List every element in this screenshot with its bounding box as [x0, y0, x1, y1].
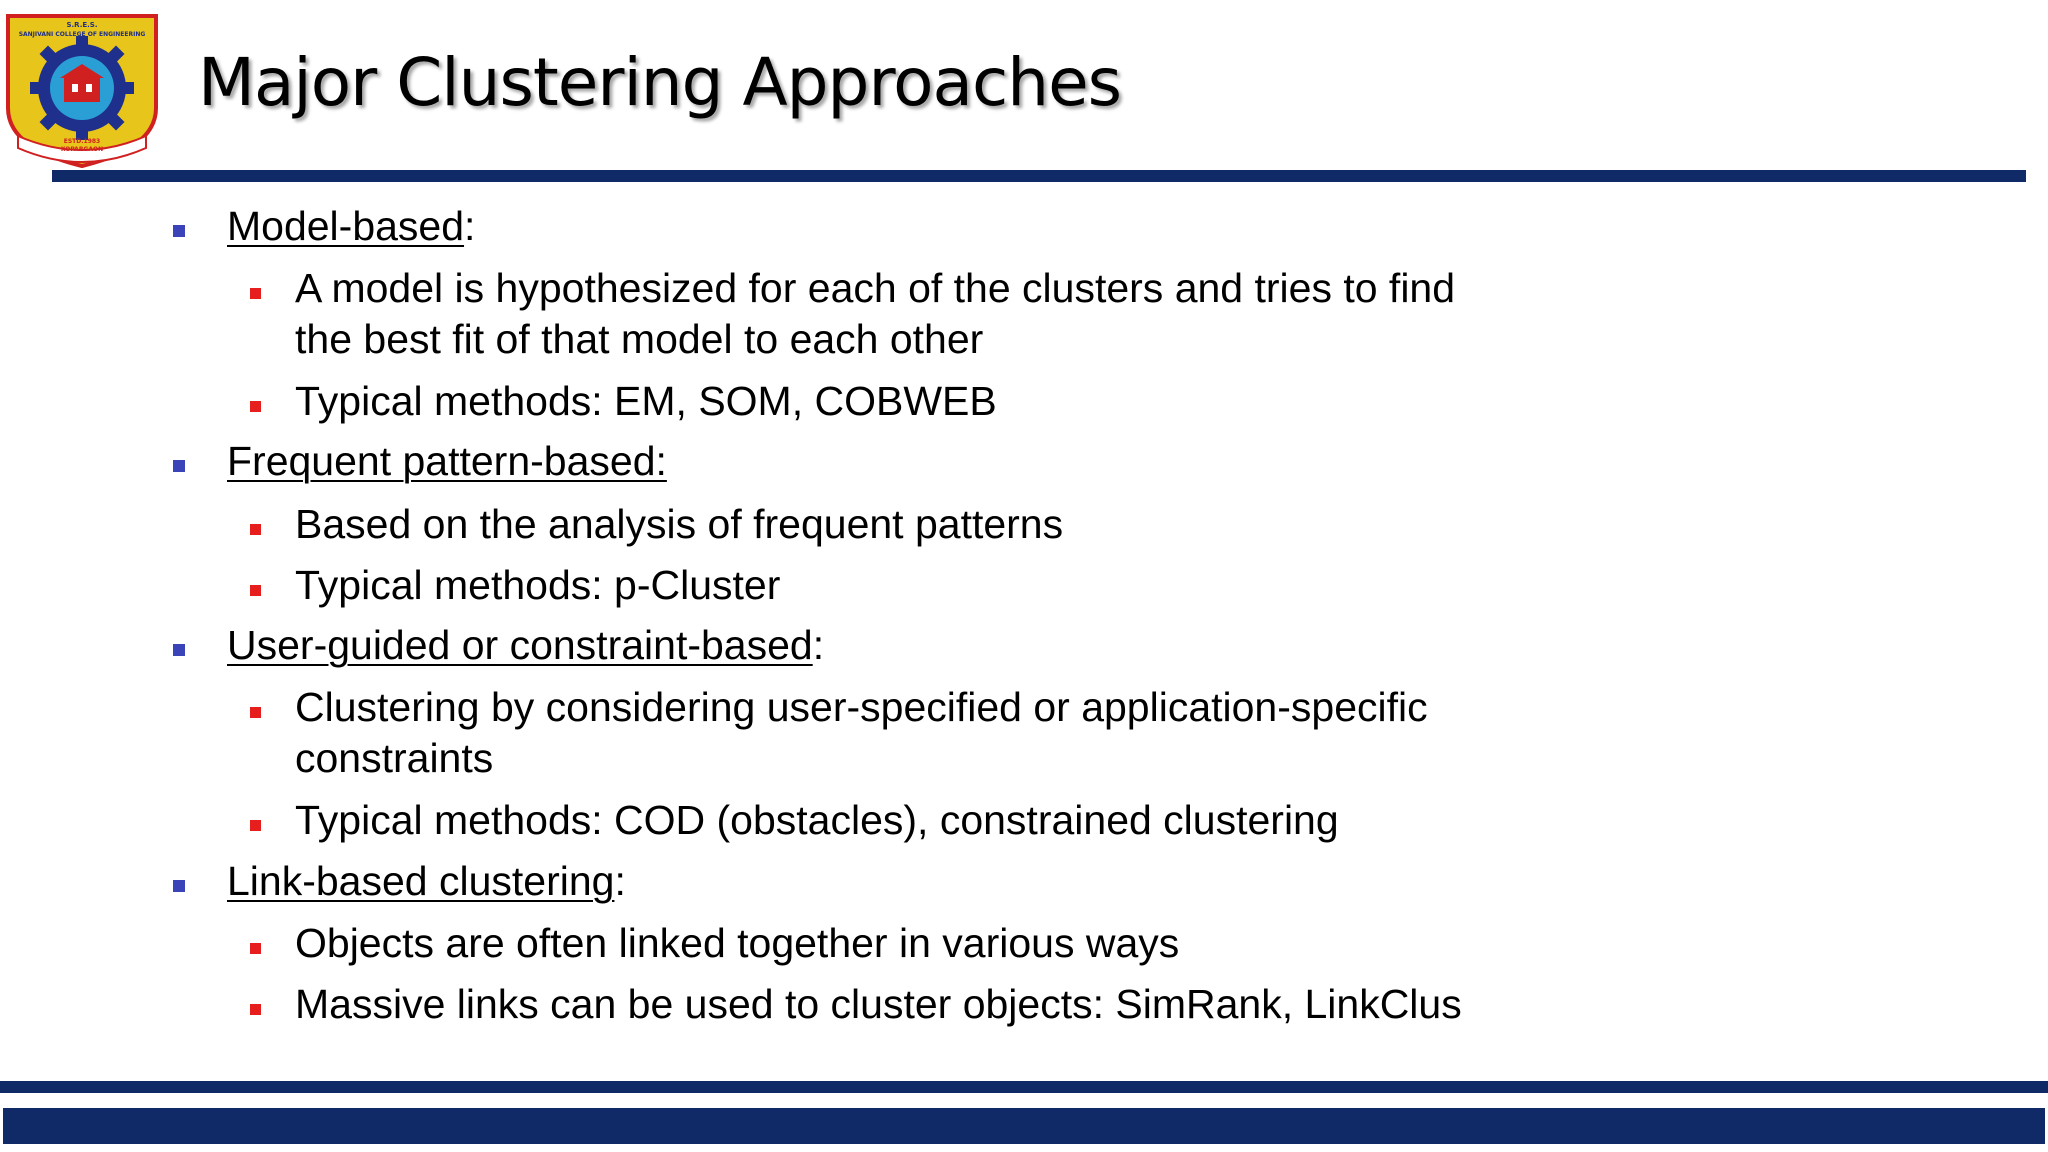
- level1-bullet-icon: [173, 460, 185, 472]
- list-item: A model is hypothesized for each of the clusters and tries to find the best fit of that model to each other: [295, 265, 1456, 362]
- logo-estd: ESTD.1983: [63, 138, 101, 145]
- footer-thick-bar: [3, 1108, 2045, 1144]
- list-item: Typical methods: EM, SOM, COBWEB: [295, 378, 997, 424]
- level2-bullet-icon: [250, 943, 261, 954]
- section-heading-frequent-pattern: Frequent pattern-based:: [227, 438, 667, 484]
- logo-place: KOPARGAON: [60, 146, 104, 153]
- logo-line2: SANJIVANI COLLEGE OF ENGINEERING: [18, 31, 146, 38]
- level2-bullet-icon: [250, 288, 261, 299]
- list-item: Massive links can be used to cluster objects: SimRank, LinkClus: [295, 981, 1462, 1027]
- level2-bullet-icon: [250, 524, 261, 535]
- footer-thin-rule: [0, 1081, 2048, 1093]
- level2-bullet-icon: [250, 401, 261, 412]
- section-heading-user-guided: User-guided or constraint-based:: [227, 622, 825, 668]
- list-item: Typical methods: COD (obstacles), constrained clustering: [295, 797, 1339, 843]
- list-item: Clustering by considering user-specified or application-specific constraints: [295, 684, 1428, 781]
- list-item: Objects are often linked together in various ways: [295, 920, 1180, 966]
- level2-bullet-icon: [250, 1004, 261, 1015]
- college-logo: [0, 8, 164, 168]
- level2-bullet-icon: [250, 707, 261, 718]
- list-item: Based on the analysis of frequent patterns: [295, 501, 1064, 547]
- section-heading-link-based: Link-based clustering:: [227, 858, 626, 904]
- logo-line1: S.R.E.S.: [66, 21, 98, 29]
- list-item: Typical methods: p-Cluster: [295, 562, 781, 608]
- level1-bullet-icon: [173, 644, 185, 656]
- level1-bullet-icon: [173, 880, 185, 892]
- level2-bullet-icon: [250, 820, 261, 831]
- level1-bullet-icon: [173, 225, 185, 237]
- level2-bullet-icon: [250, 585, 261, 596]
- title-underline-rule: [52, 170, 2026, 182]
- section-heading-model-based: Model-based:: [227, 203, 476, 249]
- slide-title: Major Clustering Approaches: [198, 44, 1122, 121]
